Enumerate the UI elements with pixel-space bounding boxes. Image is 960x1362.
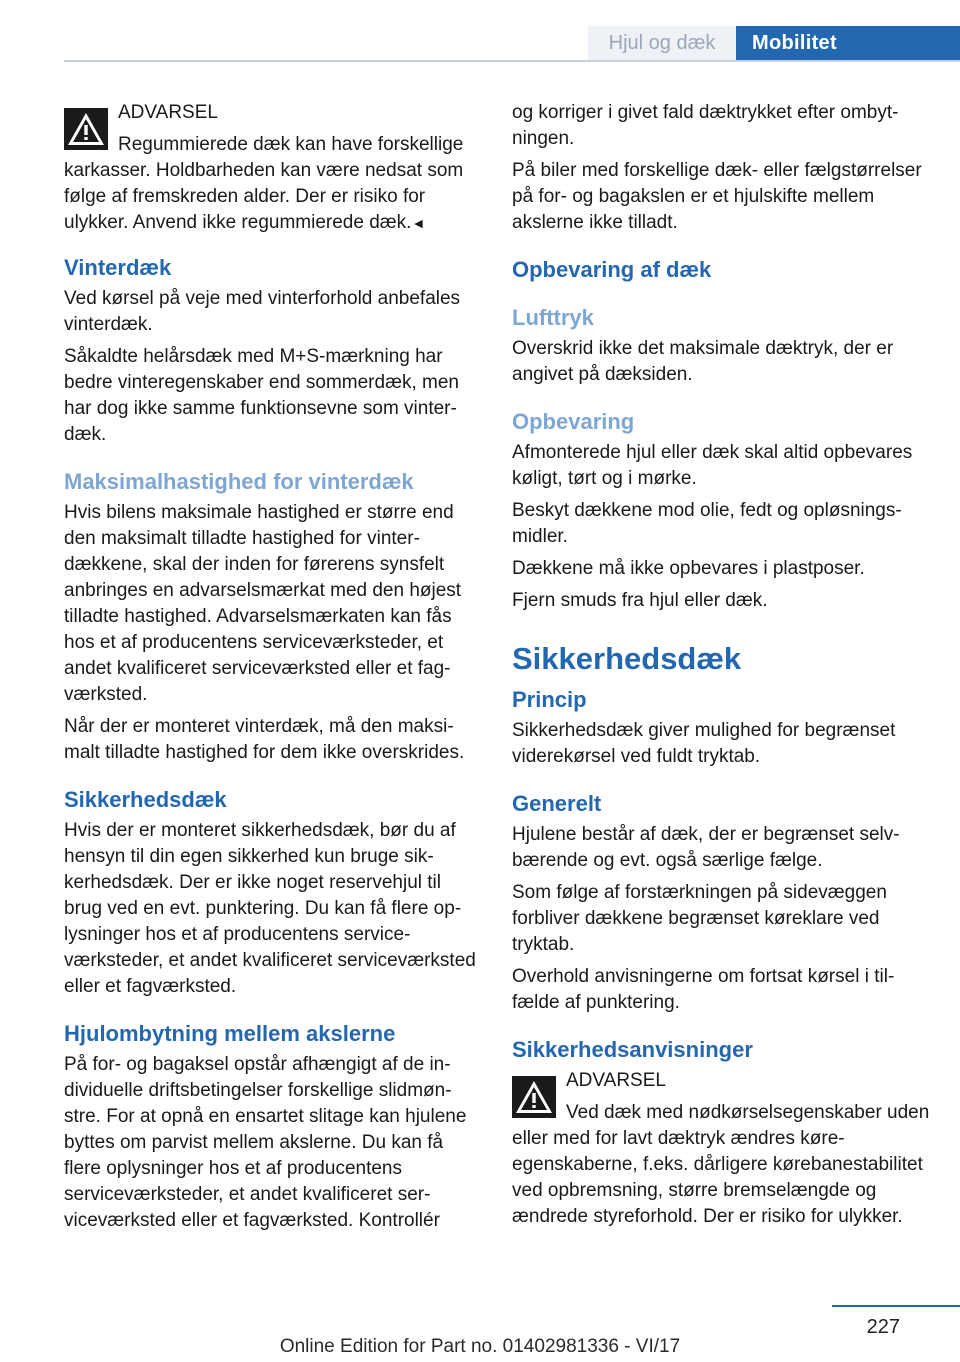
- heading-lufttryk: Lufttryk: [512, 305, 594, 330]
- heading-hjulombytning: Hjulombytning mellem akslerne: [64, 1021, 396, 1046]
- heading-sikkerhedsanvisninger: Sikkerhedsanvisninger: [512, 1037, 753, 1062]
- edition-line: Online Edition for Part no. 01402981336 - VI/17: [279, 1336, 681, 1357]
- paragraph: Når der er monteret vinterdæk, må den maksimalt tilladte hastighed for dem ikke overskrides.: [64, 716, 465, 763]
- warning-box-retread: [64, 100, 482, 236]
- warning-text: Regummierede dæk kan have forskellige karkasser. Holdbarheden kan være nedsat som følge af fremskreden alder. Der er risiko for ulykker. Anvend ikke regummierede dæk.: [64, 134, 464, 233]
- heading-vinterdaek: Vinterdæk: [64, 255, 172, 280]
- heading-opbevaring-af-daek: Opbevaring af dæk: [512, 257, 712, 282]
- paragraph: Fjern smuds fra hjul eller dæk.: [512, 590, 768, 611]
- end-mark: ◄: [411, 215, 426, 231]
- paragraph: Hvis bilens maksimale hastighed er større end den maksimalt tilladte hastighed for vinterdækkene, skal der inden for førerens synsfelt anbringes en advarselsmærkat med den højest tilladte hastighed. Advarselsmærkaten kan fås hos et af producentens serviceværksteder, et andet kvalificeret serviceværksted eller et fagværksted.: [64, 502, 462, 705]
- paragraph: Hjulene består af dæk, der er begrænset selvbærende og evt. også særlige fælge.: [512, 824, 900, 871]
- heading-sikkerhedsdaek: Sikkerhedsdæk: [64, 787, 227, 812]
- right-column: [512, 100, 930, 1238]
- warning-box-runflat: [512, 1068, 930, 1230]
- left-column: [64, 100, 482, 1240]
- paragraph: Beskyt dækkene mod olie, fedt og opløsningsmidler.: [512, 500, 902, 547]
- warning-title: ADVARSEL: [566, 1070, 666, 1091]
- paragraph: Overhold anvisningerne om fortsat kørsel i tilfælde af punktering.: [512, 966, 895, 1013]
- paragraph: Afmonterede hjul eller dæk skal altid opbevares køligt, tørt og i mørke.: [512, 442, 913, 489]
- footer-rule: [832, 1305, 960, 1307]
- heading-princip: Princip: [512, 687, 587, 712]
- warning-title: ADVARSEL: [118, 102, 218, 123]
- header-rule: [64, 60, 960, 62]
- heading-maksimalhastighed: Maksimalhastighed for vinterdæk: [64, 469, 414, 494]
- header-chapter-tab: Mobilitet: [736, 26, 960, 60]
- warning-triangle-icon: [512, 1076, 556, 1118]
- warning-triangle-icon: [64, 108, 108, 150]
- paragraph: Hvis der er monteret sikkerhedsdæk, bør du af hensyn til din egen sikkerhed kun bruge sikkerhedsdæk. Der er ikke noget reservehjul til brug ved en evt. punktering. Du kan få flere oplysninger hos et af producentens serviceværksteder, et andet kvalificeret serviceværksted eller et fagværksted.: [64, 820, 476, 997]
- warning-text: Ved dæk med nødkørselsegenskaber uden eller med for lavt dæktryk ændres køreegenskaberne, f.eks. dårligere kørebanestabilitet ved opbremsning, større bremselængde og ændrede styreforhold. Der er risiko for ulykker.: [512, 1102, 930, 1227]
- paragraph: Dækkene må ikke opbevares i plastposer.: [512, 558, 865, 579]
- paragraph: Sikkerhedsdæk giver mulighed for begrænset viderekørsel ved fuldt tryktab.: [512, 720, 896, 767]
- section-title-sikkerhedsdaek: Sikkerhedsdæk: [512, 641, 742, 676]
- paragraph: Overskrid ikke det maksimale dæktryk, der er angivet på dæksiden.: [512, 338, 894, 385]
- paragraph: Ved kørsel på veje med vinterforhold anbefales vinterdæk.: [64, 288, 461, 335]
- page-number: 227: [866, 1316, 900, 1338]
- heading-generelt: Generelt: [512, 791, 602, 816]
- paragraph: Som følge af forstærkningen på sidevæggen forbliver dækkene begrænset køreklare ved tryktab.: [512, 882, 887, 955]
- header-section-tab: Hjul og dæk: [588, 26, 736, 60]
- heading-opbevaring: Opbevaring: [512, 409, 635, 434]
- paragraph: På biler med forskellige dæk- eller fælgstørrelser på for- og bagakslen er et hjulskifte mellem akslerne ikke tilladt.: [512, 160, 922, 233]
- paragraph: På for- og bagaksel opstår afhængigt af de individuelle driftsbetingelser forskellige slidmønstre. For at opnå en ensartet slitage kan hjulene byttes om parvist mellem akslerne. Du kan få flere oplysninger hos et af producentens serviceværksteder, et andet kvalificeret serviceværksted eller et fagværksted. Kontrollér: [64, 1054, 467, 1231]
- paragraph: Såkaldte helårsdæk med M+S-mærkning har bedre vinteregenskaber end sommerdæk, men har dog ikke samme funktionsevne som vinterdæk.: [64, 346, 459, 445]
- paragraph: og korriger i givet fald dæktrykket efter ombytningen.: [512, 102, 899, 149]
